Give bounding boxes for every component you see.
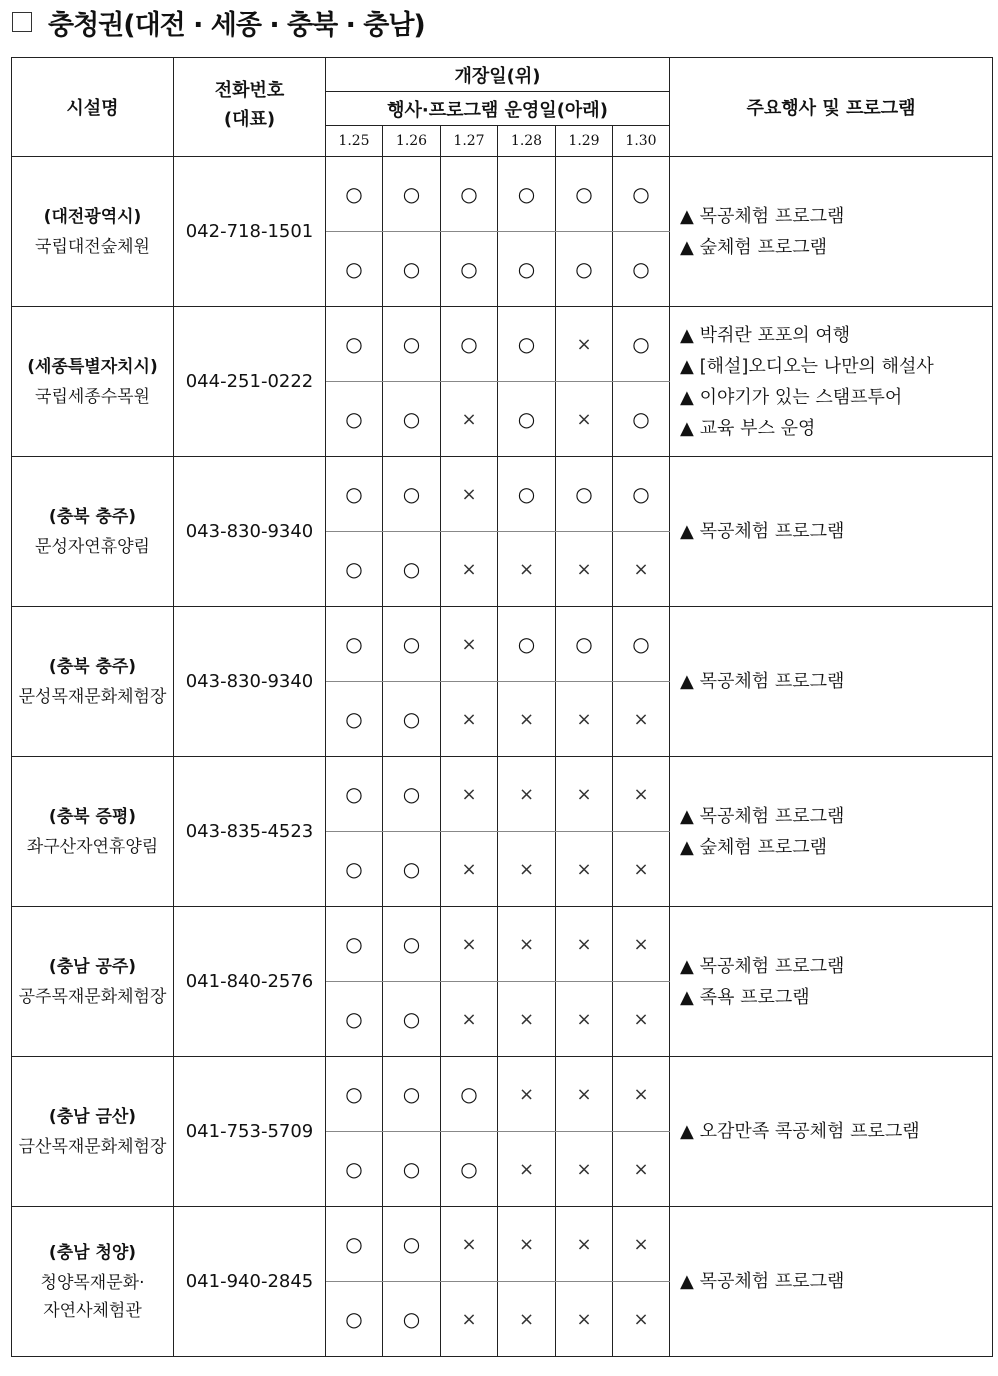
triangle-bullet-icon: ▲	[680, 417, 694, 439]
open-day-unavailable-icon: ×	[556, 757, 613, 832]
program-item	[680, 1266, 992, 1297]
phone-number: 044-251-0222	[174, 307, 326, 457]
program-day-available-icon: ○	[556, 232, 613, 307]
open-day-available-icon: ○	[383, 757, 441, 832]
program-day-available-icon: ○	[326, 1132, 383, 1207]
facility-name-text: 공주목재문화체험장	[18, 987, 167, 1007]
program-item	[680, 351, 992, 382]
program-item	[680, 516, 992, 547]
header-facility: 시설명	[12, 58, 174, 157]
facility-name	[12, 1207, 174, 1357]
facility-region: (충남 청양)	[48, 1243, 137, 1263]
table-row	[12, 607, 993, 682]
open-day-unavailable-icon: ×	[441, 907, 498, 982]
triangle-bullet-icon: ▲	[680, 324, 694, 346]
program-item-text: 오감만족 콕공체험 프로그램	[699, 1121, 920, 1142]
facility-name	[12, 457, 174, 607]
program-item	[680, 201, 992, 232]
date-header: 1.30	[613, 126, 670, 157]
program-item	[680, 320, 992, 351]
facility-name-text: 국립대전숲체원	[35, 237, 150, 257]
triangle-bullet-icon: ▲	[680, 205, 694, 227]
open-day-available-icon: ○	[613, 457, 670, 532]
program-day-unavailable-icon: ×	[556, 832, 613, 907]
program-day-available-icon: ○	[498, 382, 556, 457]
program-day-available-icon: ○	[383, 532, 441, 607]
open-day-available-icon: ○	[613, 607, 670, 682]
open-day-available-icon: ○	[326, 457, 383, 532]
facility-name	[12, 757, 174, 907]
program-day-unavailable-icon: ×	[441, 1282, 498, 1357]
open-day-unavailable-icon: ×	[498, 907, 556, 982]
triangle-bullet-icon: ▲	[680, 805, 694, 827]
facility-name-text: 청양목재문화·	[40, 1273, 145, 1293]
open-day-available-icon: ○	[613, 307, 670, 382]
facility-name-text: 문성목재문화체험장	[18, 687, 167, 707]
open-day-available-icon: ○	[383, 157, 441, 232]
table-row	[12, 757, 993, 832]
program-list	[670, 1057, 993, 1207]
triangle-bullet-icon: ▲	[680, 386, 694, 408]
section-title-text: 충청권(대전 · 세종 · 충북 · 충남)	[48, 9, 425, 41]
triangle-bullet-icon: ▲	[680, 1121, 694, 1142]
program-day-available-icon: ○	[383, 832, 441, 907]
open-day-unavailable-icon: ×	[613, 1057, 670, 1132]
program-item	[680, 382, 992, 413]
open-day-unavailable-icon: ×	[613, 1207, 670, 1282]
program-item-text: 목공체험 프로그램	[699, 671, 845, 692]
facility-name	[12, 907, 174, 1057]
program-day-available-icon: ○	[498, 232, 556, 307]
program-day-available-icon: ○	[383, 982, 441, 1057]
program-day-unavailable-icon: ×	[441, 832, 498, 907]
program-item-text: 박쥐란 포포의 여행	[699, 324, 851, 346]
program-item-text: 목공체험 프로그램	[699, 955, 845, 977]
header-open-days: 개장일(위)	[326, 58, 670, 92]
open-day-available-icon: ○	[441, 157, 498, 232]
facility-name-text: 문성자연휴양림	[35, 537, 150, 557]
program-day-unavailable-icon: ×	[556, 1132, 613, 1207]
program-day-unavailable-icon: ×	[613, 532, 670, 607]
open-day-available-icon: ○	[326, 1057, 383, 1132]
program-day-available-icon: ○	[326, 532, 383, 607]
program-day-available-icon: ○	[326, 1282, 383, 1357]
open-day-unavailable-icon: ×	[441, 1207, 498, 1282]
open-day-available-icon: ○	[441, 307, 498, 382]
open-day-available-icon: ○	[613, 157, 670, 232]
header-phone-sub: (대표)	[223, 109, 276, 130]
facility-table	[11, 57, 993, 1357]
program-day-unavailable-icon: ×	[441, 382, 498, 457]
phone-number: 043-830-9340	[174, 607, 326, 757]
open-day-unavailable-icon: ×	[441, 757, 498, 832]
program-day-available-icon: ○	[326, 382, 383, 457]
program-day-unavailable-icon: ×	[556, 682, 613, 757]
triangle-bullet-icon: ▲	[680, 236, 694, 258]
facility-region: (충북 충주)	[48, 507, 137, 527]
facility-region: (세종특별자치시)	[27, 357, 158, 377]
program-day-available-icon: ○	[441, 232, 498, 307]
program-day-unavailable-icon: ×	[613, 1282, 670, 1357]
program-day-unavailable-icon: ×	[556, 982, 613, 1057]
program-day-unavailable-icon: ×	[556, 382, 613, 457]
program-item-text: 목공체험 프로그램	[699, 805, 845, 827]
phone-number: 043-835-4523	[174, 757, 326, 907]
open-day-available-icon: ○	[326, 307, 383, 382]
program-day-available-icon: ○	[326, 832, 383, 907]
facility-name-text: 국립세종수목원	[35, 387, 150, 407]
open-day-available-icon: ○	[556, 607, 613, 682]
triangle-bullet-icon: ▲	[680, 1271, 694, 1292]
program-day-unavailable-icon: ×	[613, 982, 670, 1057]
program-item-text: [해설]오디오는 나만의 해설사	[699, 355, 934, 377]
facility-region: (충북 증평)	[48, 807, 137, 827]
program-day-unavailable-icon: ×	[556, 1282, 613, 1357]
checkbox-icon	[12, 12, 32, 32]
open-day-available-icon: ○	[383, 1057, 441, 1132]
open-day-unavailable-icon: ×	[441, 607, 498, 682]
facility-name-text: 자연사체험관	[43, 1301, 142, 1321]
open-day-available-icon: ○	[498, 457, 556, 532]
phone-number: 041-753-5709	[174, 1057, 326, 1207]
program-day-available-icon: ○	[383, 682, 441, 757]
phone-number: 041-840-2576	[174, 907, 326, 1057]
open-day-available-icon: ○	[498, 307, 556, 382]
open-day-available-icon: ○	[383, 607, 441, 682]
facility-region: (충남 금산)	[48, 1107, 137, 1127]
program-list	[670, 907, 993, 1057]
program-day-unavailable-icon: ×	[498, 1282, 556, 1357]
table-row	[12, 907, 993, 982]
program-item	[680, 982, 992, 1013]
facility-name	[12, 1057, 174, 1207]
program-list	[670, 607, 993, 757]
open-day-available-icon: ○	[556, 457, 613, 532]
program-day-unavailable-icon: ×	[441, 682, 498, 757]
triangle-bullet-icon: ▲	[680, 355, 694, 377]
open-day-available-icon: ○	[383, 307, 441, 382]
open-day-unavailable-icon: ×	[498, 757, 556, 832]
open-day-available-icon: ○	[556, 157, 613, 232]
program-day-available-icon: ○	[441, 1132, 498, 1207]
program-day-available-icon: ○	[326, 682, 383, 757]
program-list	[670, 457, 993, 607]
open-day-available-icon: ○	[326, 907, 383, 982]
open-day-available-icon: ○	[441, 1057, 498, 1132]
program-item-text: 숲체험 프로그램	[699, 236, 828, 258]
date-header: 1.26	[383, 126, 441, 157]
program-list	[670, 157, 993, 307]
section-title	[12, 2, 425, 42]
facility-name	[12, 607, 174, 757]
open-day-available-icon: ○	[498, 607, 556, 682]
program-item-text: 이야기가 있는 스탬프투어	[699, 386, 903, 408]
program-day-unavailable-icon: ×	[613, 682, 670, 757]
open-day-unavailable-icon: ×	[556, 907, 613, 982]
open-day-available-icon: ○	[326, 157, 383, 232]
program-list	[670, 307, 993, 457]
program-day-unavailable-icon: ×	[498, 1132, 556, 1207]
program-item-text: 족욕 프로그램	[699, 986, 810, 1008]
program-day-unavailable-icon: ×	[498, 982, 556, 1057]
open-day-available-icon: ○	[383, 907, 441, 982]
open-day-unavailable-icon: ×	[441, 457, 498, 532]
open-day-unavailable-icon: ×	[556, 307, 613, 382]
facility-name	[12, 157, 174, 307]
open-day-available-icon: ○	[326, 607, 383, 682]
header-programs: 주요행사 및 프로그램	[670, 58, 993, 157]
program-day-unavailable-icon: ×	[441, 532, 498, 607]
program-item	[680, 413, 992, 444]
date-header: 1.29	[556, 126, 613, 157]
program-item	[680, 832, 992, 863]
program-day-available-icon: ○	[326, 982, 383, 1057]
open-day-available-icon: ○	[326, 1207, 383, 1282]
open-day-unavailable-icon: ×	[556, 1207, 613, 1282]
program-list	[670, 757, 993, 907]
facility-region: (충남 공주)	[48, 957, 137, 977]
program-day-unavailable-icon: ×	[613, 832, 670, 907]
phone-number: 041-940-2845	[174, 1207, 326, 1357]
table-row	[12, 457, 993, 532]
table-row	[12, 157, 993, 232]
program-item	[680, 666, 992, 697]
facility-name	[12, 307, 174, 457]
program-day-available-icon: ○	[383, 232, 441, 307]
program-item	[680, 232, 992, 263]
program-day-unavailable-icon: ×	[498, 832, 556, 907]
program-day-unavailable-icon: ×	[613, 1132, 670, 1207]
program-item-text: 목공체험 프로그램	[699, 1271, 845, 1292]
open-day-available-icon: ○	[383, 1207, 441, 1282]
program-day-available-icon: ○	[383, 382, 441, 457]
program-item-text: 목공체험 프로그램	[699, 521, 845, 542]
program-item	[680, 951, 992, 982]
table-row	[12, 307, 993, 382]
open-day-unavailable-icon: ×	[613, 757, 670, 832]
open-day-unavailable-icon: ×	[613, 907, 670, 982]
open-day-available-icon: ○	[383, 457, 441, 532]
program-day-available-icon: ○	[613, 382, 670, 457]
program-item	[680, 1116, 992, 1147]
open-day-available-icon: ○	[326, 757, 383, 832]
facility-region: (대전광역시)	[43, 207, 142, 227]
date-header: 1.25	[326, 126, 383, 157]
program-day-available-icon: ○	[383, 1132, 441, 1207]
facility-name-text: 좌구산자연휴양림	[26, 837, 159, 857]
triangle-bullet-icon: ▲	[680, 521, 694, 542]
program-item	[680, 801, 992, 832]
program-day-unavailable-icon: ×	[498, 532, 556, 607]
open-day-unavailable-icon: ×	[556, 1057, 613, 1132]
facility-name-text: 금산목재문화체험장	[18, 1137, 167, 1157]
table-row	[12, 1057, 993, 1132]
program-day-unavailable-icon: ×	[498, 682, 556, 757]
program-day-unavailable-icon: ×	[441, 982, 498, 1057]
program-item-text: 숲체험 프로그램	[699, 836, 828, 858]
table-row	[12, 1207, 993, 1282]
header-program-days: 행사·프로그램 운영일(아래)	[326, 92, 670, 126]
triangle-bullet-icon: ▲	[680, 671, 694, 692]
program-item-text: 교육 부스 운영	[699, 417, 816, 439]
triangle-bullet-icon: ▲	[680, 955, 694, 977]
date-header: 1.28	[498, 126, 556, 157]
program-day-available-icon: ○	[613, 232, 670, 307]
phone-number: 043-830-9340	[174, 457, 326, 607]
open-day-available-icon: ○	[498, 157, 556, 232]
triangle-bullet-icon: ▲	[680, 986, 694, 1008]
program-day-unavailable-icon: ×	[556, 532, 613, 607]
facility-region: (충북 충주)	[48, 657, 137, 677]
program-list	[670, 1207, 993, 1357]
header-phone-label: 전화번호	[214, 80, 285, 101]
program-item-text: 목공체험 프로그램	[699, 205, 845, 227]
open-day-unavailable-icon: ×	[498, 1057, 556, 1132]
triangle-bullet-icon: ▲	[680, 836, 694, 858]
open-day-unavailable-icon: ×	[498, 1207, 556, 1282]
date-header: 1.27	[441, 126, 498, 157]
program-day-available-icon: ○	[383, 1282, 441, 1357]
phone-number: 042-718-1501	[174, 157, 326, 307]
program-day-available-icon: ○	[326, 232, 383, 307]
header-phone	[174, 58, 326, 157]
